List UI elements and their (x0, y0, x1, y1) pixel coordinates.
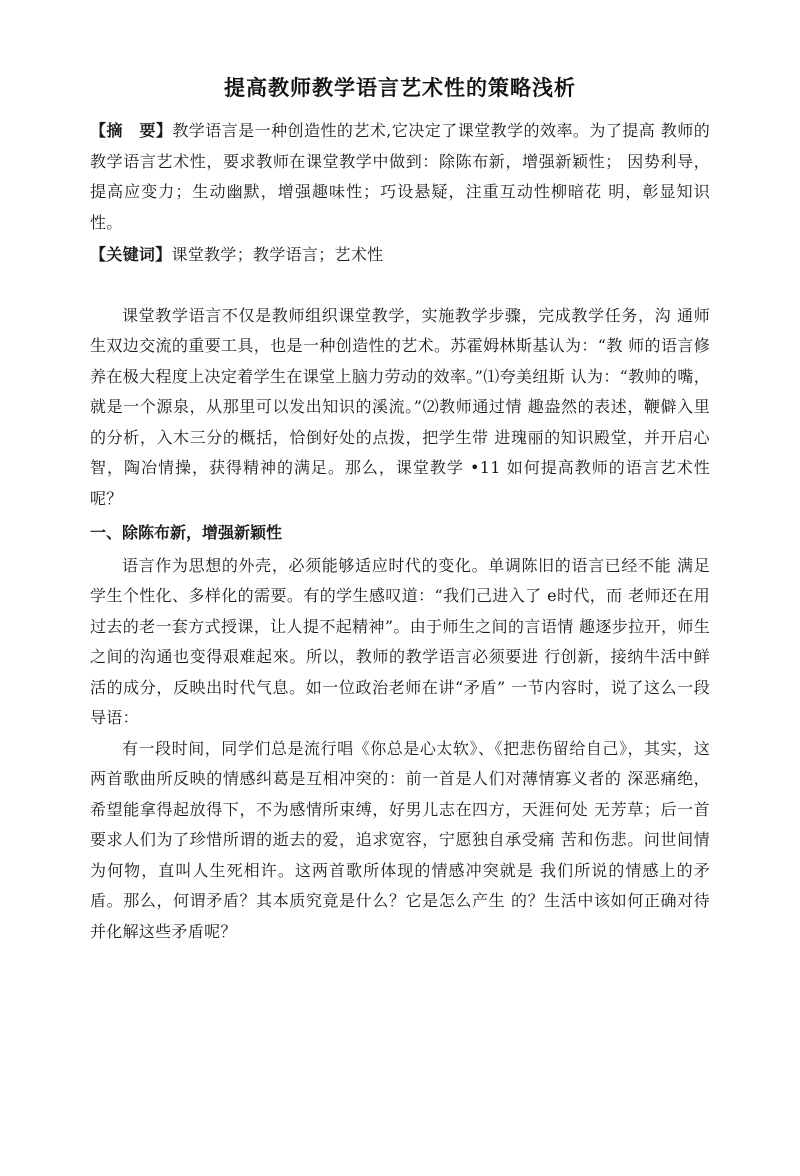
keywords (90, 240, 710, 271)
abstract (90, 116, 710, 238)
paper-title: 提高教师教学语言艺术性的策略浅析 (224, 76, 576, 100)
intro-paragraph: 课堂教学语言不仅是教师组织课堂教学，实施教学步骤，完成教学任务，沟 通师生双边交流的重要工具，也是一种创造性的艺术。苏霍姆林斯基认为：“教 师的语言修养在极大程度上决定着学生在课堂上脑力劳动的效率。”⑴夸美纽斯 认为：“教帅的嘴，就是一个源泉，从那里可以发出知识的溪流。”⑵教师通过情 趣盎然的表述，鞭僻入里的分析，入木三分的概括，恰倒好处的点拨，把学生带 进瑰丽的知识殿堂，并开启心智，陶冶情操，获得精神的满足。那么，课堂教学 •11 如何提高教师的语言艺术性呢？ (90, 305, 710, 508)
section-heading-1: 一、除陈布新，增强新颖性 (90, 523, 283, 542)
section1-paragraph-1: 语言作为思想的外壳，必须能够适应时代的变化。单调陈旧的语言已经不能 满足学生个性化、多样化的需要。有的学生感叹道：“我们己进入了 e时代，而 老师还在用过去的老一套方式授课，让人提不起精神”。由于师生之间的言语情 趣逐步拉开，师生之间的沟通也变得艰难起來。所以，教师的教学语言必须要进 行创新，接纳牛活中鲜活的成分，反映出时代气息。如一位政治老师在讲“矛盾” 一节内容时，说了这么一段导语： (90, 555, 710, 727)
abstract-text: 教学语言是一种创造性的艺术,它决定了课堂教学的效率。为了提高 教师的教学语言艺术性，要求教师在课堂教学中做到：除陈布新，增强新颖性； 因势利导，提高应变力；生动幽默，增强趣味性；巧设悬疑，注重互动性柳暗花 明，彰显知识性。 (90, 121, 710, 232)
keywords-text: 课堂教学；教学语言；艺术性 (171, 245, 384, 264)
abstract-label: 【摘 要】 (90, 121, 173, 140)
keywords-label: 【关键词】 (90, 245, 172, 264)
section1-paragraph-2: 有一段时间，同学们总是流行唱《你总是心太软》、《把悲伤留给自己》，其实，这两首歌曲所反映的情感纠葛是互相冲突的：前一首是人们对薄情寡义者的 深恶痛绝，希望能拿得起放得下，不为感情所束缚，好男儿志在四方，天涯何处 无芳草；后一首要求人们为了珍惜所谓的逝去的爱，追求宽容，宁愿独自承受痛 苦和伤悲。问世间情为何物，直叫人生死相许。这两首歌所体现的情感冲突就是 我们所说的情感上的矛盾。那么，何谓矛盾？其本质究竟是什么？它是怎么产生 的？生活中该如何正确对待并化解这些矛盾呢？ (90, 738, 710, 941)
